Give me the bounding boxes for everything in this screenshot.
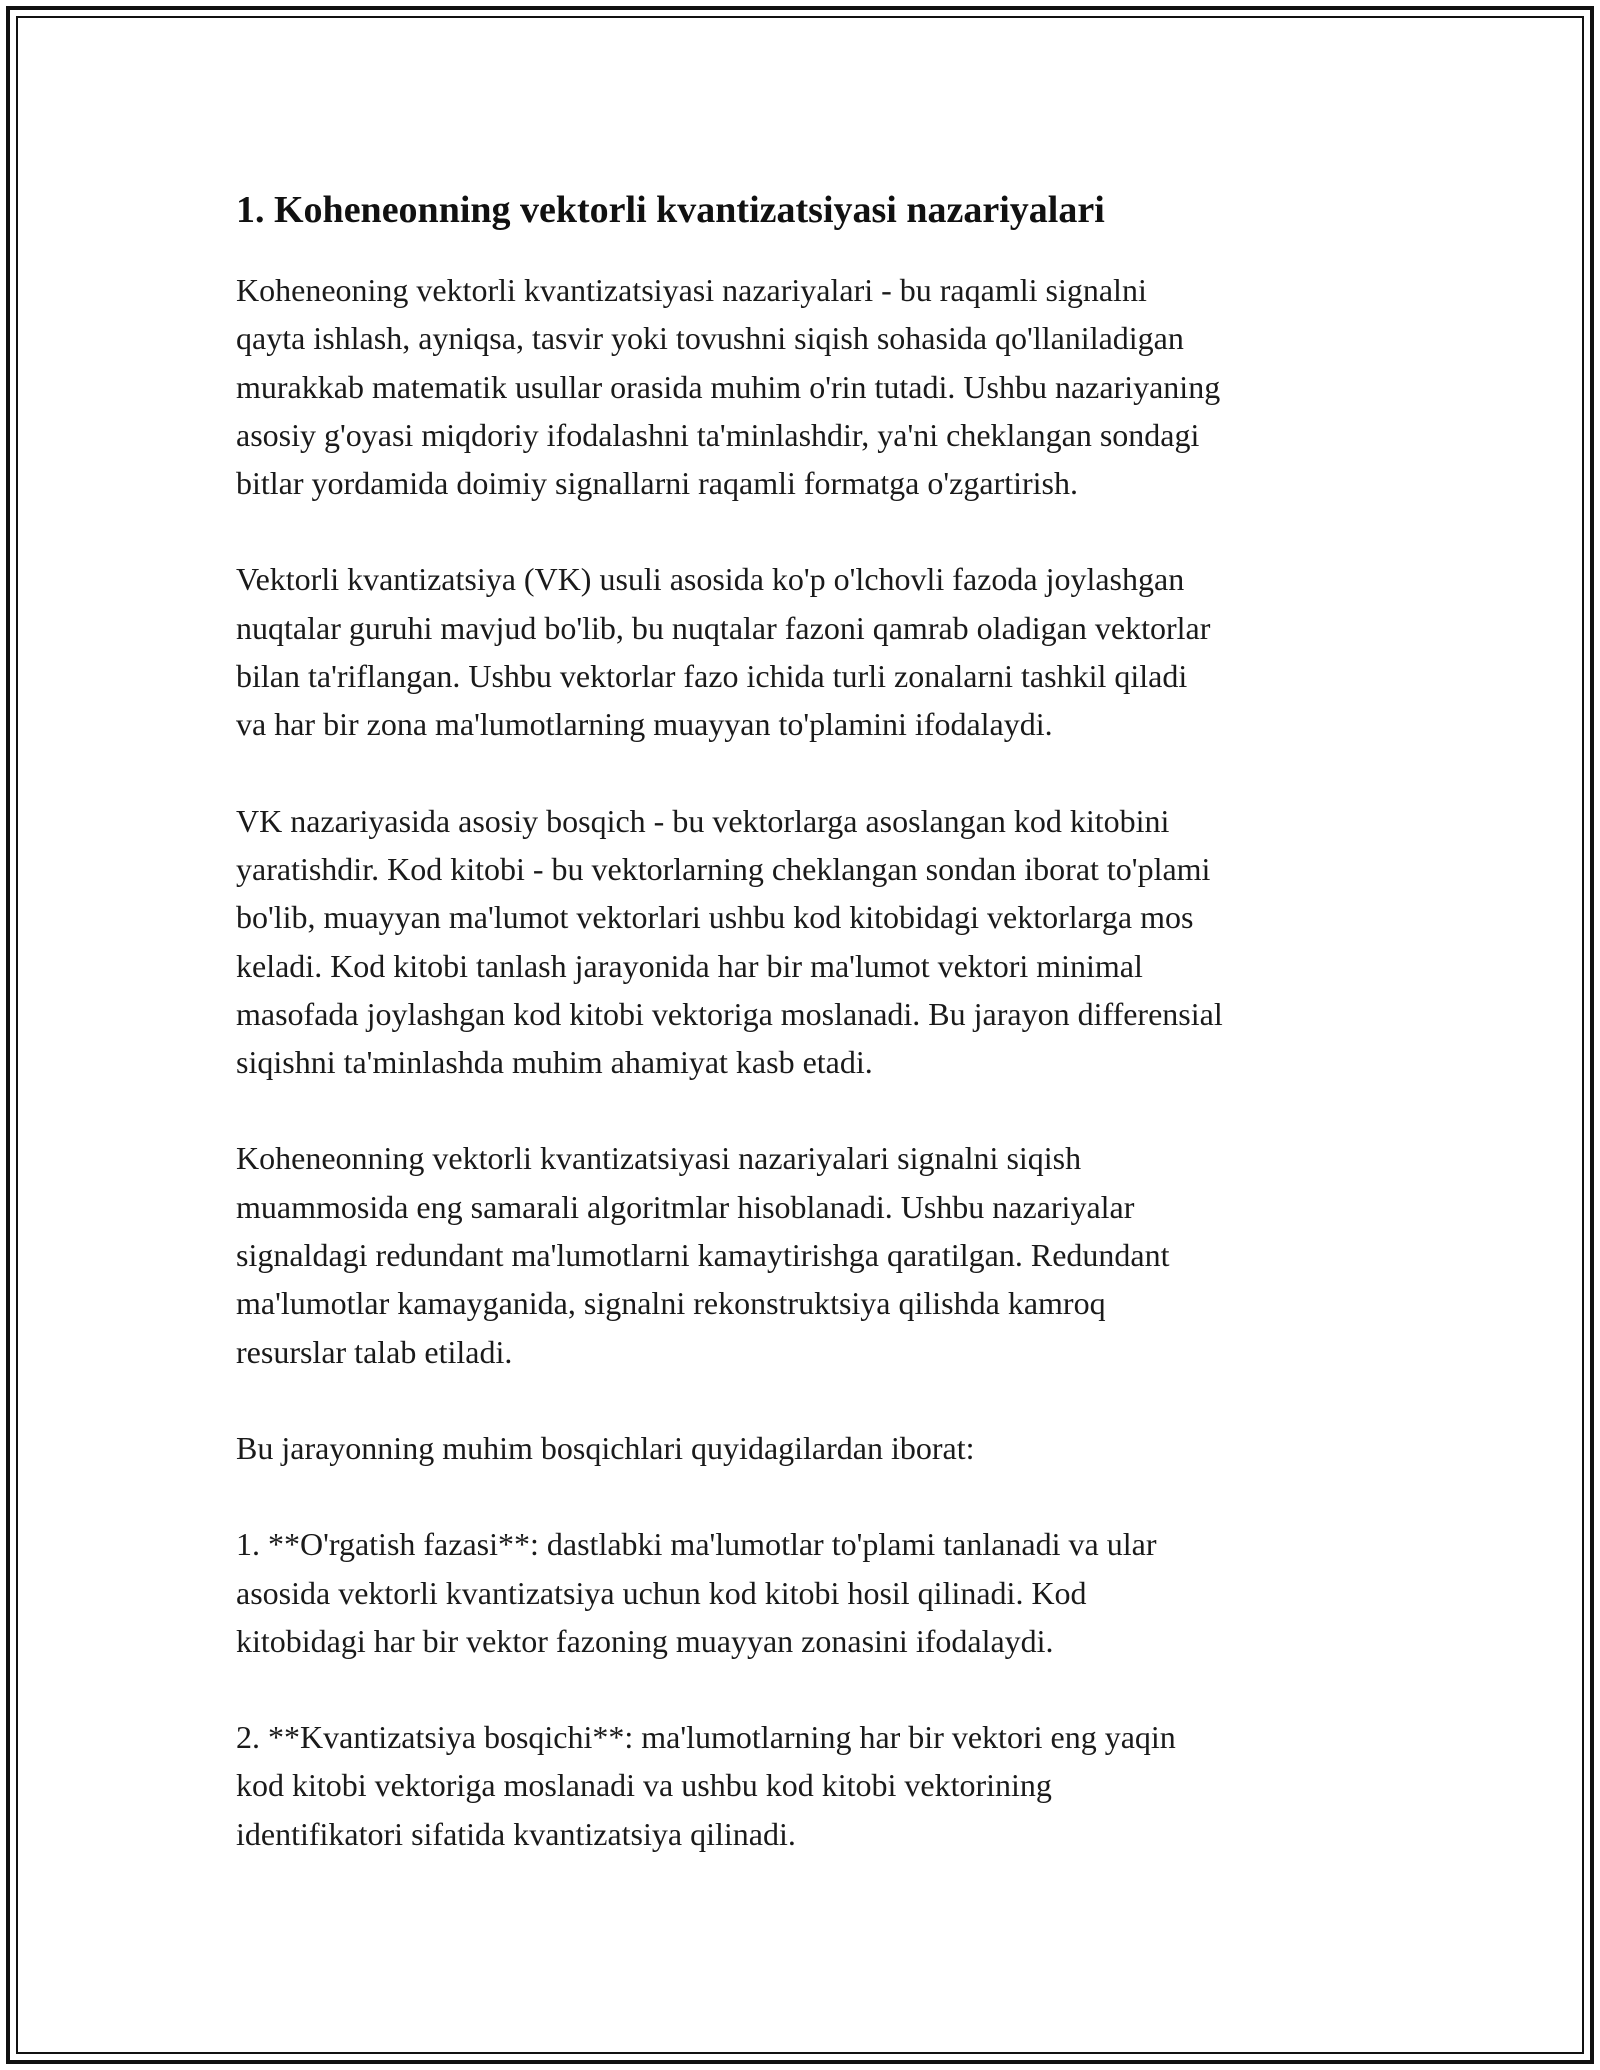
paragraph-intro: Koheneoning vektorli kvantizatsiyasi nazariyalari - bu raqamli signalni qayta ishlash, ayniqsa, tasvir yoki tovushni siqish sohasida qo'llaniladigan murakkab matematik usullar orasida muhim o'rin tutadi. Ushbu nazariyaning asosiy g'oyasi miqdoriy ifodalashni ta'minlashdir, ya'ni cheklangan sondagi bitlar yordamida doimiy signallarni raqamli formatga o'zgartirish. — [236, 272, 1221, 502]
paragraph-stages-intro: Bu jarayonning muhim bosqichlari quyidagilardan iborat: — [236, 1429, 975, 1466]
list-item-quantization-stage: 2. **Kvantizatsiya bosqichi**: ma'lumotlarning har bir vektori eng yaqin kod kitobi vektoriga moslanadi va ushbu kod kitobi vektorining identifikatori sifatida kvantizatsiya qilinadi. — [236, 1719, 1176, 1852]
list-item-training-phase: 1. **O'rgatish fazasi**: dastlabki ma'lumotlar to'plami tanlanadi va ular asosida vektorli kvantizatsiya uchun kod kitobi hosil qilinadi. Kod kitobidagi har bir vektor fazoning muayyan zonasini ifodalaydi. — [236, 1526, 1157, 1659]
paragraph-compression: Koheneonning vektorli kvantizatsiyasi nazariyalari signalni siqish muammosida eng samarali algoritmlar hisoblanadi. Ushbu nazariyalar signaldagi redundant ma'lumotlarni kamaytirishga qaratilgan. Redundant ma'lumotlar kamayganida, signalni rekonstruktsiya qilishda kamroq resurslar talab etiladi. — [236, 1140, 1170, 1370]
paragraph-codebook: VK nazariyasida asosiy bosqich - bu vektorlarga asoslangan kod kitobini yaratishdir. Kod kitobi - bu vektorlarning cheklangan sondan iborat to'plami bo'lib, muayyan ma'lumot vektorlari ushbu kod kitobidagi vektorlarga mos keladi. Kod kitobi tanlash jarayonida har bir ma'lumot vektori minimal masofada joylashgan kod kitobi vektoriga moslanadi. Bu jarayon differensial siqishni ta'minlashda muhim ahamiyat kasb etadi. — [236, 802, 1223, 1081]
document-body — [236, 186, 1376, 1906]
paragraph-vk-method: Vektorli kvantizatsiya (VK) usuli asosida ko'p o'lchovli fazoda joylashgan nuqtalar guruhi mavjud bo'lib, bu nuqtalar fazoni qamrab oladigan vektorlar bilan ta'riflangan. Ushbu vektorlar fazo ichida turli zonalarni tashkil qiladi va har bir zona ma'lumotlarning muayyan to'plamini ifodalaydi. — [236, 561, 1211, 743]
document-title: 1. Koheneonning vektorli kvantizatsiyasi nazariyalari — [236, 189, 1105, 231]
